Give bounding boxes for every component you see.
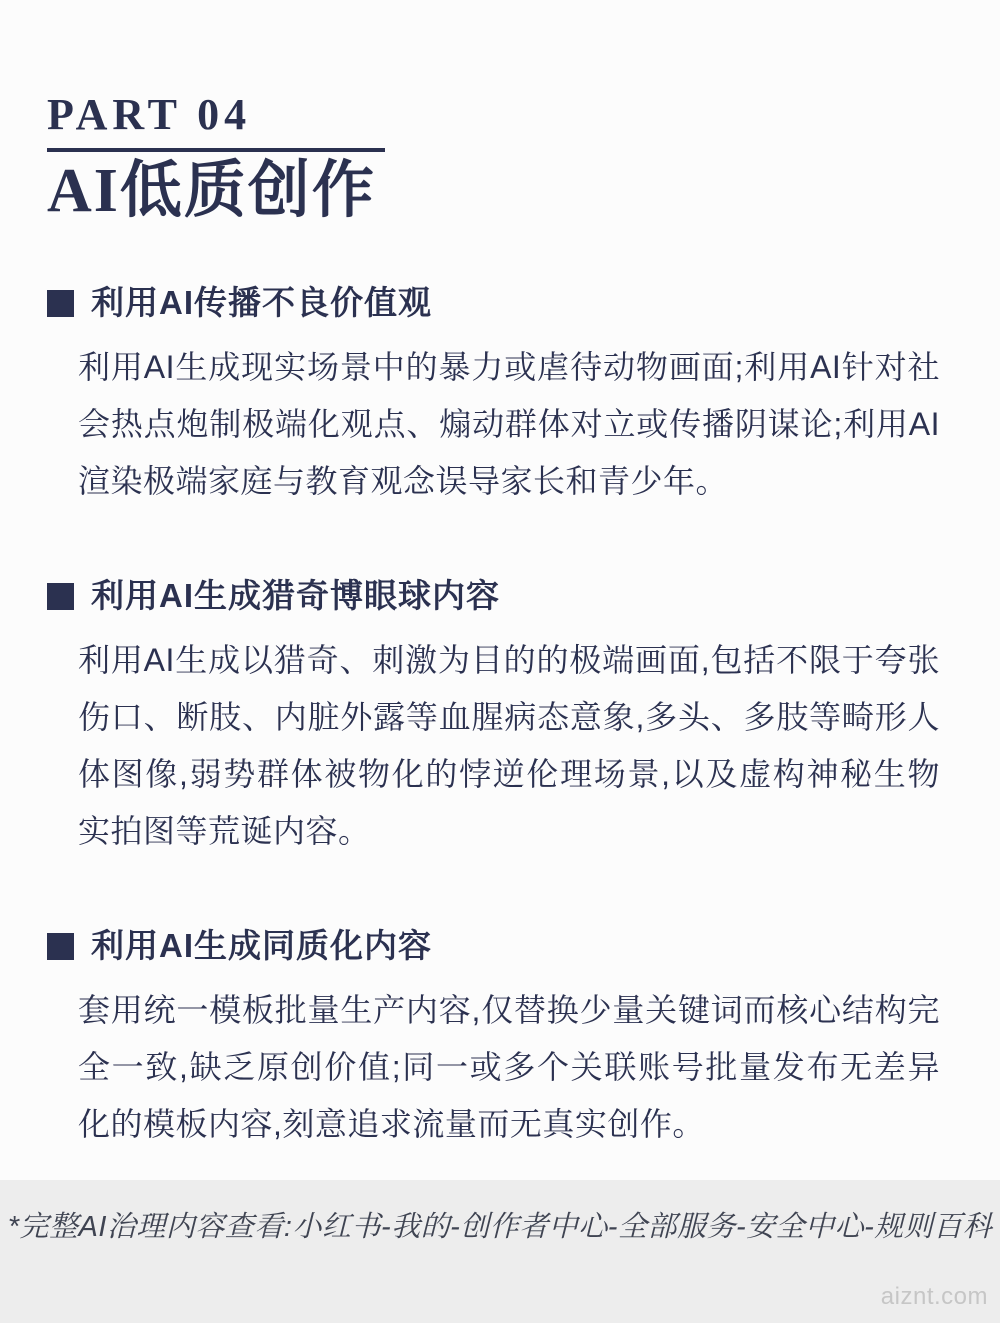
header — [0, 0, 1000, 225]
square-bullet-icon — [47, 290, 74, 317]
section-heading-label: 利用AI传播不良价值观 — [91, 284, 432, 322]
section-heading — [47, 926, 960, 966]
watermark-text: aiznt.com — [880, 1283, 988, 1310]
part-label: PART 04 — [47, 90, 252, 139]
section-body-text: 套用统一模板批量生产内容,仅替换少量关键词而核心结构完全一致,缺乏原创价值;同一或多个关联账号批量发布无差异化的模板内容,刻意追求流量而无真实创作。 — [78, 992, 940, 1143]
square-bullet-icon — [47, 933, 74, 960]
square-bullet-icon — [47, 583, 74, 610]
title-underline — [47, 148, 385, 152]
content — [0, 283, 1000, 1153]
section-body-text: 利用AI生成以猎奇、刺激为目的的极端画面,包括不限于夸张伤口、断肢、内脏外露等血腥病态意象,多头、多肢等畸形人体图像,弱势群体被物化的悖逆伦理场景,以及虚构神秘生物实拍图等荒诞内容。 — [78, 642, 940, 850]
section-body-text: 利用AI生成现实场景中的暴力或虐待动物画面;利用AI针对社会热点炮制极端化观点、煽动群体对立或传播阴谋论;利用AI渲染极端家庭与教育观念误导家长和青少年。 — [78, 349, 940, 500]
section-heading — [47, 576, 960, 616]
section-homogenized-content — [47, 926, 960, 1153]
footer-note: *完整AI治理内容查看:小红书-我的-创作者中心-全部服务-安全中心-规则百科 — [7, 1211, 993, 1243]
section-bad-values — [47, 283, 960, 510]
section-heading-label: 利用AI生成同质化内容 — [91, 927, 432, 965]
section-shock-content — [47, 576, 960, 860]
section-heading-label: 利用AI生成猎奇博眼球内容 — [91, 577, 500, 615]
page-title: AI低质创作 — [47, 157, 376, 226]
section-heading — [47, 283, 960, 323]
footer-bar — [0, 1180, 1000, 1323]
